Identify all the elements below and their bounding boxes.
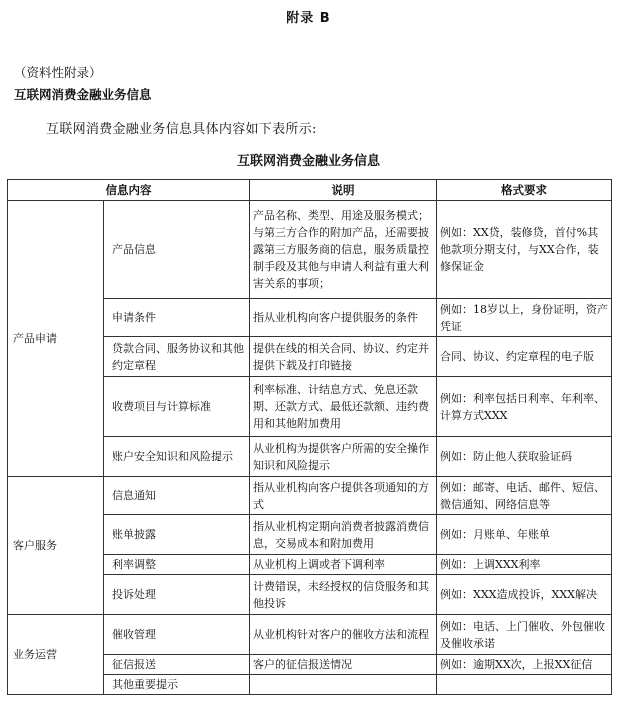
- description-cell: 利率标准、计结息方式、免息还款期、还款方式、最低还款额、违约费用和其他附加费用: [250, 377, 437, 437]
- table-title: 互联网消费金融业务信息: [236, 154, 380, 169]
- format-cell: 例如：上调XXX利率: [437, 555, 612, 575]
- appendix-title: 附录 B: [286, 11, 331, 26]
- item-cell: 收费项目与计算标准: [104, 377, 250, 437]
- format-cell: 例如：月账单、年账单: [437, 515, 612, 555]
- item-cell: 申请条件: [104, 299, 250, 337]
- description-cell: 客户的征信报送情况: [250, 655, 437, 675]
- appendix-note: （资料性附录）: [14, 65, 102, 80]
- section-heading: 互联网消费金融业务信息: [14, 87, 152, 102]
- column-header-description: 说明: [250, 180, 437, 201]
- item-cell: 利率调整: [104, 555, 250, 575]
- format-cell: [437, 675, 612, 695]
- description-cell: 从业机构上调或者下调利率: [250, 555, 437, 575]
- format-cell: 例如：防止他人获取验证码: [437, 437, 612, 477]
- format-cell: 例如：XXX造成投诉，XXX解决: [437, 575, 612, 615]
- category-cell: 产品申请: [8, 201, 104, 477]
- item-cell: 投诉处理: [104, 575, 250, 615]
- item-cell: 信息通知: [104, 477, 250, 515]
- item-cell: 催收管理: [104, 615, 250, 655]
- item-cell: 贷款合同、服务协议和其他约定章程: [104, 337, 250, 377]
- description-cell: 指从业机构向客户提供各项通知的方式: [250, 477, 437, 515]
- table-row: [8, 477, 612, 515]
- format-cell: 例如：XX贷，装修贷，首付%其他款项分期支付，与XX合作，装修保证金: [437, 201, 612, 299]
- description-cell: 产品名称、类型、用途及服务模式；与第三方合作的附加产品，还需要披露第三方服务商的信息，服务质量控制手段及其他与申请人利益有重大利害关系的事项；: [250, 201, 437, 299]
- table-header-row: [8, 180, 612, 201]
- category-cell: 客户服务: [8, 477, 104, 615]
- description-cell: 从业机构为提供客户所需的安全操作知识和风险提示: [250, 437, 437, 477]
- description-cell: 计费错误，未经授权的信贷服务和其他投诉: [250, 575, 437, 615]
- table-row: [8, 615, 612, 655]
- intro-paragraph: 互联网消费金融业务信息具体内容如下表所示:: [46, 122, 317, 137]
- category-cell: 业务运营: [8, 615, 104, 695]
- format-cell: 例如：逾期XX次，上报XX征信: [437, 655, 612, 675]
- description-cell: 从业机构针对客户的催收方法和流程: [250, 615, 437, 655]
- item-cell: 账户安全知识和风险提示: [104, 437, 250, 477]
- description-cell: 提供在线的相关合同、协议、约定并提供下载及打印链接: [250, 337, 437, 377]
- column-header-format: 格式要求: [437, 180, 612, 201]
- format-cell: 合同、协议、约定章程的电子版: [437, 337, 612, 377]
- description-cell: 指从业机构向客户提供服务的条件: [250, 299, 437, 337]
- format-cell: 例如：18岁以上，身份证明，资产凭证: [437, 299, 612, 337]
- item-cell: 其他重要提示: [104, 675, 250, 695]
- item-cell: 账单披露: [104, 515, 250, 555]
- item-cell: 征信报送: [104, 655, 250, 675]
- format-cell: 例如：电话、上门催收、外包催收及催收承诺: [437, 615, 612, 655]
- table-row: [8, 201, 612, 299]
- info-table: [7, 179, 612, 695]
- description-cell: [250, 675, 437, 695]
- description-cell: 指从业机构定期向消费者披露消费信息，交易成本和附加费用: [250, 515, 437, 555]
- format-cell: 例如：邮寄、电话、邮件、短信、微信通知、网络信息等: [437, 477, 612, 515]
- item-cell: 产品信息: [104, 201, 250, 299]
- format-cell: 例如：利率包括日利率、年利率、计算方式XXX: [437, 377, 612, 437]
- column-header-content: 信息内容: [8, 180, 250, 201]
